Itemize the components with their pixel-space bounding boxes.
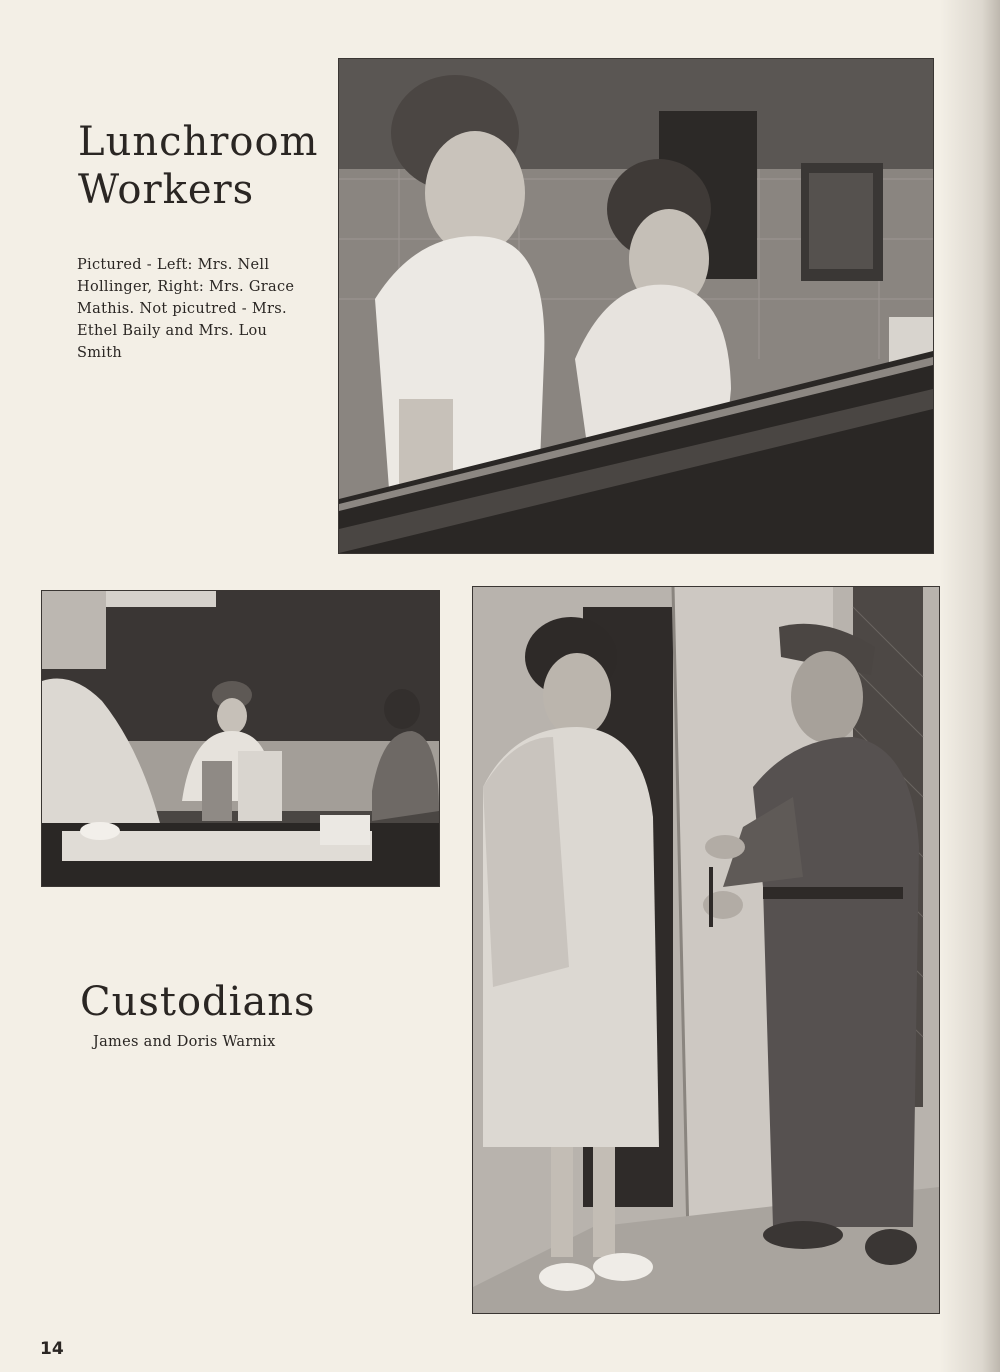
page-edge-shadow <box>940 0 1000 1372</box>
custodians-photo <box>472 586 940 1314</box>
lunchroom-heading-line2: Workers <box>78 167 255 213</box>
lunchroom-workers-photo <box>338 58 934 554</box>
custodians-caption: James and Doris Warnix <box>93 1034 276 1050</box>
lunchroom-workers-caption: Pictured - Left: Mrs. Nell Hollinger, Right: Mrs. Grace Mathis. Not picutred - Mrs. Ethel Baily and Mrs. Lou Smith <box>77 257 295 361</box>
custodians-heading: Custodians <box>80 979 316 1025</box>
lunchroom-workers-heading <box>78 118 328 214</box>
page-number: 14 <box>40 1339 64 1359</box>
lunchroom-heading-line1: Lunchroom <box>78 119 319 165</box>
serving-line-photo <box>41 590 440 887</box>
